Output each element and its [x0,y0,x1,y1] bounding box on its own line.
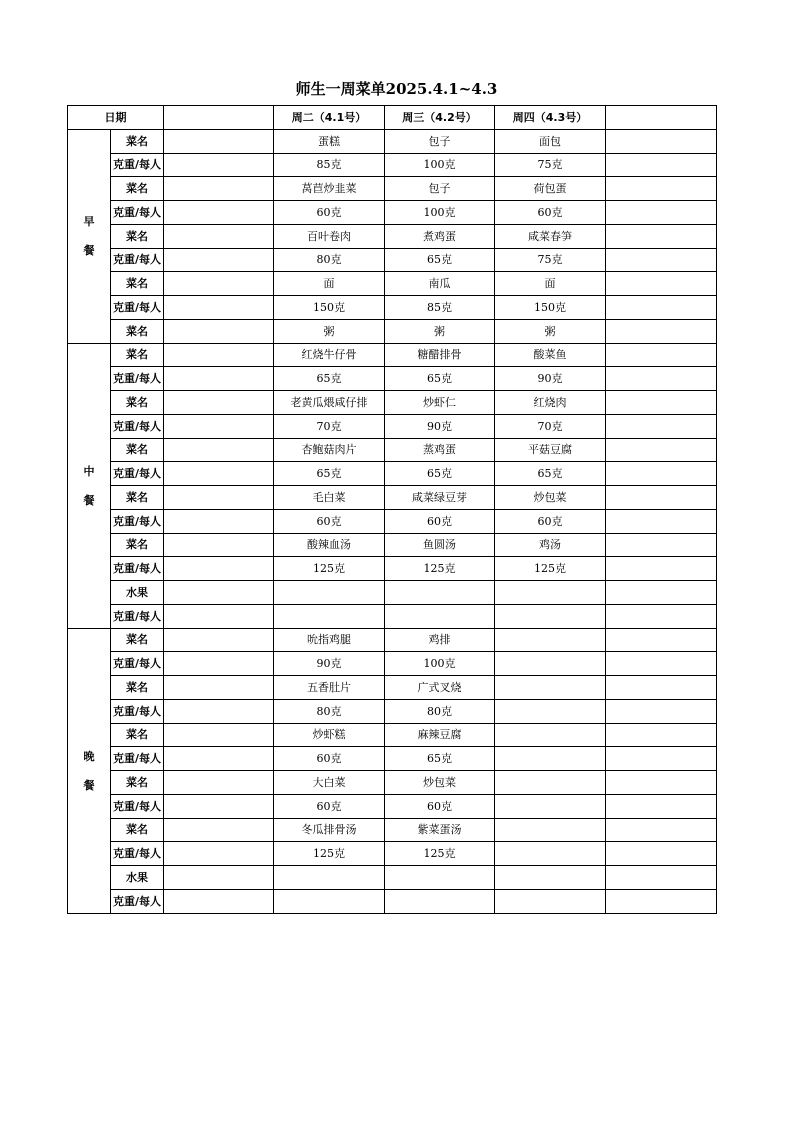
day-header [606,106,717,130]
weight-cell [164,462,274,486]
dish-cell: 面 [274,272,385,296]
weight-cell [164,296,274,320]
dish-cell: 鸡汤 [495,533,606,557]
weight-cell: 125克 [274,842,385,866]
weight-cell [164,652,274,676]
table-row [68,414,717,438]
dish-cell [606,628,717,652]
table-row [68,272,717,296]
weight-cell [164,153,274,177]
dish-cell: 包子 [385,129,495,153]
dish-cell [606,391,717,415]
dish-cell: 炒虾糕 [274,723,385,747]
dish-cell [606,438,717,462]
weight-label: 克重/每人 [111,747,164,771]
weight-label: 克重/每人 [111,296,164,320]
dish-cell: 炒包菜 [385,771,495,795]
header-row [68,106,717,130]
dish-cell [606,866,717,890]
table-row [68,557,717,581]
weight-cell [274,889,385,913]
weight-cell: 90克 [495,367,606,391]
dish-cell [606,818,717,842]
weight-cell: 60克 [274,794,385,818]
weekly-menu-table [67,105,717,914]
table-row [68,438,717,462]
table-row [68,533,717,557]
weight-label: 克重/每人 [111,462,164,486]
dish-cell [495,581,606,605]
dish-cell [495,818,606,842]
dish-cell [606,319,717,343]
weight-cell: 75克 [495,153,606,177]
weight-cell: 100克 [385,652,495,676]
weight-label: 克重/每人 [111,794,164,818]
dish-cell [385,866,495,890]
dish-cell: 荷包蛋 [495,177,606,201]
dish-cell [495,723,606,747]
dish-cell: 麻辣豆腐 [385,723,495,747]
dish-cell [164,818,274,842]
dish-cell: 五香肚片 [274,676,385,700]
dish-cell: 平菇豆腐 [495,438,606,462]
weight-cell: 65克 [385,367,495,391]
table-row [68,391,717,415]
weight-cell: 60克 [495,201,606,225]
weight-label: 克重/每人 [111,652,164,676]
dish-cell: 炒包菜 [495,486,606,510]
weight-cell [495,889,606,913]
dish-cell: 莴苣炒韭菜 [274,177,385,201]
dish-cell: 咸菜春笋 [495,224,606,248]
dish-label: 菜名 [111,486,164,510]
dish-cell [164,391,274,415]
fruit-label: 水果 [111,866,164,890]
dish-cell [606,723,717,747]
dish-cell [164,224,274,248]
dish-cell: 广式叉烧 [385,676,495,700]
table-row [68,628,717,652]
table-row [68,771,717,795]
dish-label: 菜名 [111,272,164,296]
weight-cell [606,604,717,628]
weight-cell [606,153,717,177]
dish-cell: 鱼圆汤 [385,533,495,557]
dish-cell [274,581,385,605]
weight-cell: 65克 [274,462,385,486]
dish-cell [164,723,274,747]
dish-cell [606,676,717,700]
dish-cell: 包子 [385,177,495,201]
dish-cell [606,343,717,367]
weight-cell [606,842,717,866]
meal-label-char: 餐 [83,778,95,792]
dish-cell [606,771,717,795]
table-row [68,486,717,510]
weight-cell: 60克 [274,201,385,225]
weight-cell [164,201,274,225]
meal-label [68,343,111,628]
dish-cell [606,486,717,510]
weight-cell: 70克 [495,414,606,438]
dish-cell: 糖醋排骨 [385,343,495,367]
dish-cell: 面包 [495,129,606,153]
weight-cell: 60克 [274,509,385,533]
dish-cell [606,224,717,248]
dish-cell: 红烧肉 [495,391,606,415]
weight-cell: 65克 [385,462,495,486]
dish-cell [164,866,274,890]
weight-label: 克重/每人 [111,367,164,391]
weight-label: 克重/每人 [111,889,164,913]
dish-cell [164,177,274,201]
weight-cell: 150克 [495,296,606,320]
weight-cell [164,414,274,438]
weight-cell [606,794,717,818]
table-row [68,462,717,486]
weight-label: 克重/每人 [111,201,164,225]
dish-cell [164,771,274,795]
table-row [68,889,717,913]
table-row [68,652,717,676]
day-header: 周二（4.1号） [274,106,385,130]
dish-cell [495,771,606,795]
dish-cell: 冬瓜排骨汤 [274,818,385,842]
dish-cell [274,866,385,890]
dish-cell [164,486,274,510]
date-header: 日期 [68,106,164,130]
table-row [68,794,717,818]
weight-cell: 125克 [385,842,495,866]
weight-label: 克重/每人 [111,414,164,438]
empty-header-cell [164,106,274,130]
dish-cell [606,581,717,605]
weight-cell [606,509,717,533]
weight-label: 克重/每人 [111,557,164,581]
weight-cell [606,367,717,391]
dish-cell [164,676,274,700]
table-row [68,129,717,153]
table-row [68,224,717,248]
weight-cell [495,699,606,723]
weight-cell: 80克 [274,699,385,723]
dish-cell [164,581,274,605]
weight-label: 克重/每人 [111,842,164,866]
weight-cell [164,248,274,272]
weight-cell: 65克 [385,248,495,272]
weight-cell: 60克 [385,794,495,818]
dish-cell [606,272,717,296]
weight-label: 克重/每人 [111,248,164,272]
dish-label: 菜名 [111,533,164,557]
table-row [68,699,717,723]
table-row [68,842,717,866]
weight-cell: 80克 [274,248,385,272]
dish-cell [495,676,606,700]
meal-label-char: 餐 [83,493,95,507]
weight-cell [495,842,606,866]
table-row [68,153,717,177]
dish-cell: 炒虾仁 [385,391,495,415]
dish-label: 菜名 [111,391,164,415]
meal-label-char: 餐 [83,244,95,258]
dish-cell: 蛋糕 [274,129,385,153]
dish-cell [606,533,717,557]
table-row [68,747,717,771]
weight-cell: 85克 [274,153,385,177]
dish-cell: 粥 [385,319,495,343]
weight-cell [385,604,495,628]
dish-cell [164,272,274,296]
weight-cell: 60克 [495,509,606,533]
dish-cell [164,129,274,153]
dish-cell: 面 [495,272,606,296]
weight-cell [164,557,274,581]
weight-cell [274,604,385,628]
table-row [68,343,717,367]
table-row [68,676,717,700]
dish-cell [606,129,717,153]
dish-cell: 粥 [495,319,606,343]
table-row [68,319,717,343]
weight-cell [164,747,274,771]
dish-cell: 酸菜鱼 [495,343,606,367]
table-row [68,509,717,533]
weight-cell: 80克 [385,699,495,723]
weight-cell [164,842,274,866]
dish-cell: 粥 [274,319,385,343]
weight-cell: 65克 [274,367,385,391]
weight-label: 克重/每人 [111,604,164,628]
dish-cell [164,319,274,343]
dish-cell: 南瓜 [385,272,495,296]
table-row [68,866,717,890]
weight-cell [164,604,274,628]
dish-cell: 红烧牛仔骨 [274,343,385,367]
dish-cell: 煮鸡蛋 [385,224,495,248]
dish-label: 菜名 [111,818,164,842]
weight-cell [385,889,495,913]
meal-label-char: 早 [83,215,95,229]
weight-cell: 75克 [495,248,606,272]
dish-cell: 大白菜 [274,771,385,795]
weight-cell: 60克 [385,509,495,533]
weight-cell: 125克 [274,557,385,581]
dish-label: 菜名 [111,319,164,343]
weight-cell [495,604,606,628]
dish-label: 菜名 [111,771,164,795]
meal-label-char: 中 [83,464,95,478]
weight-cell [164,509,274,533]
weight-cell [606,201,717,225]
weight-cell [606,747,717,771]
dish-cell [495,628,606,652]
dish-label: 菜名 [111,723,164,747]
table-row [68,581,717,605]
weight-cell [606,889,717,913]
table-row [68,604,717,628]
dish-cell: 百叶卷肉 [274,224,385,248]
dish-label: 菜名 [111,129,164,153]
weight-cell: 60克 [274,747,385,771]
dish-cell: 蒸鸡蛋 [385,438,495,462]
fruit-label: 水果 [111,581,164,605]
dish-cell [164,533,274,557]
weight-cell: 90克 [385,414,495,438]
dish-cell [606,177,717,201]
dish-cell [164,343,274,367]
dish-cell: 鸡排 [385,628,495,652]
table-row [68,248,717,272]
dish-cell [164,628,274,652]
weight-cell [606,699,717,723]
table-row [68,201,717,225]
weight-cell [606,557,717,581]
weight-cell [606,462,717,486]
dish-cell: 杏鲍菇肉片 [274,438,385,462]
table-row [68,723,717,747]
table-row [68,367,717,391]
weight-label: 克重/每人 [111,699,164,723]
meal-label-char: 晚 [83,749,95,763]
weight-cell [495,652,606,676]
weight-label: 克重/每人 [111,153,164,177]
weight-cell: 90克 [274,652,385,676]
meal-label [68,628,111,913]
weight-cell: 65克 [495,462,606,486]
weight-cell [164,699,274,723]
dish-cell: 咸菜绿豆芽 [385,486,495,510]
weight-cell: 100克 [385,201,495,225]
table-row [68,818,717,842]
weight-cell: 100克 [385,153,495,177]
weight-cell [606,248,717,272]
weight-cell [164,889,274,913]
weight-cell: 125克 [385,557,495,581]
dish-label: 菜名 [111,628,164,652]
dish-label: 菜名 [111,438,164,462]
dish-label: 菜名 [111,224,164,248]
dish-cell [385,581,495,605]
dish-label: 菜名 [111,676,164,700]
weight-cell [606,296,717,320]
weight-cell: 150克 [274,296,385,320]
dish-cell: 吮指鸡腿 [274,628,385,652]
day-header: 周三（4.2号） [385,106,495,130]
weight-cell [164,794,274,818]
weight-label: 克重/每人 [111,509,164,533]
weight-cell [495,747,606,771]
dish-cell [495,866,606,890]
page-title: 师生一周菜单2025.4.1~4.3 [295,80,498,98]
weight-cell: 85克 [385,296,495,320]
dish-cell: 酸辣血汤 [274,533,385,557]
day-header: 周四（4.3号） [495,106,606,130]
weight-cell: 65克 [385,747,495,771]
weight-cell: 70克 [274,414,385,438]
dish-label: 菜名 [111,177,164,201]
weight-cell: 125克 [495,557,606,581]
dish-cell [164,438,274,462]
weight-cell [606,414,717,438]
weight-cell [495,794,606,818]
dish-cell: 老黄瓜煨咸仔排 [274,391,385,415]
dish-cell: 紫菜蛋汤 [385,818,495,842]
meal-label [68,129,111,343]
dish-cell: 毛白菜 [274,486,385,510]
table-row [68,296,717,320]
weight-cell [164,367,274,391]
dish-label: 菜名 [111,343,164,367]
weight-cell [606,652,717,676]
table-row [68,177,717,201]
